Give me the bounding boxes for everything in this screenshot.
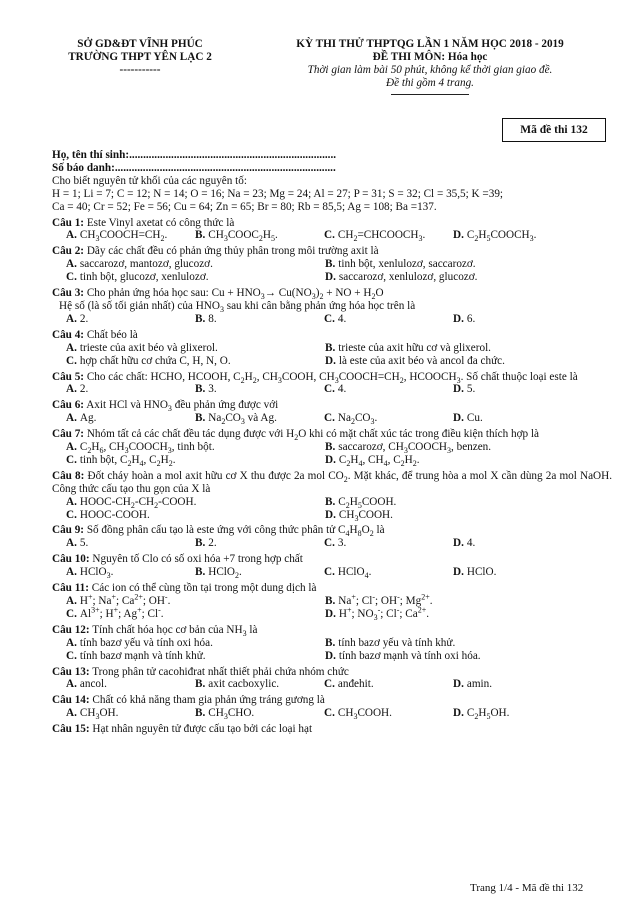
answer-option xyxy=(324,707,453,720)
question-text: Dãy các chất đều có phản ứng thủy phân trong môi trường axit là xyxy=(84,245,379,258)
option-text: anđehit. xyxy=(337,678,374,691)
question-9 xyxy=(52,524,612,550)
answer-options xyxy=(52,441,612,467)
question-8 xyxy=(52,470,612,522)
answer-option xyxy=(66,313,195,326)
option-text: $CH_3COOH$. xyxy=(337,707,392,722)
student-name-label: Họ, tên thí sinh: xyxy=(52,149,130,161)
option-text: ancol. xyxy=(79,678,107,691)
option-text: HClO$_4$. xyxy=(337,566,372,581)
atomic-mass-line-1: H = 1; Li = 7; C = 12; N = 14; O = 16; Na = 23; Mg = 24; Al = 27; P = 31; S = 32; Cl = 35,5; K =39; xyxy=(52,187,504,200)
option-text: HOOC-$CH_2-CH_2$-COOH. xyxy=(79,495,197,510)
option-text: 2. xyxy=(208,537,217,550)
exam-duration: Thời gian làm bài 50 phút, không kể thời gian giao đề. xyxy=(307,64,553,76)
option-text: 4. xyxy=(466,537,476,550)
option-text: H+; $NO_3^-$; Cl-; $Ca^{2+}$. xyxy=(338,605,430,623)
answer-option xyxy=(325,271,584,284)
question-12 xyxy=(52,624,612,663)
question-stem xyxy=(52,217,612,230)
question-label: Câu 7: xyxy=(52,428,85,441)
option-text: HClO$_2$. xyxy=(208,566,242,581)
answer-option xyxy=(325,650,584,663)
question-list xyxy=(52,217,612,737)
option-text: tính bazơ mạnh và tính khử. xyxy=(79,649,206,662)
option-letter: B. xyxy=(195,312,206,325)
question-text: Tính chất hóa học cơ bản của $NH_3$ là xyxy=(89,623,258,639)
option-letter: B. xyxy=(195,678,206,691)
answer-option xyxy=(195,566,324,579)
option-letter: A. xyxy=(66,707,77,720)
option-text: axit cacboxylic. xyxy=(208,678,280,691)
question-stem xyxy=(52,553,612,566)
question-5 xyxy=(52,371,612,397)
option-letter: D. xyxy=(453,707,464,720)
option-text: 5. xyxy=(79,537,89,550)
answer-option xyxy=(66,258,325,271)
answer-options xyxy=(52,637,612,663)
option-letter: C. xyxy=(324,537,335,550)
option-text: tinh bột, $C_2H_4$, $C_2H_2$. xyxy=(79,453,176,469)
student-name-line xyxy=(52,149,612,162)
answer-option xyxy=(325,592,584,608)
answer-option xyxy=(453,678,582,691)
question-stem xyxy=(52,371,612,384)
option-text: trieste của axit hữu cơ và glixerol. xyxy=(338,341,491,354)
option-letter: D. xyxy=(453,312,464,325)
answer-option xyxy=(325,496,584,509)
page-footer: Trang 1/4 - Mã đề thi 132 xyxy=(470,882,584,894)
question-label: Câu 1: xyxy=(52,216,85,229)
answer-option xyxy=(66,441,325,454)
question-stem xyxy=(52,470,612,496)
student-name-field: .......................................................................... xyxy=(129,149,337,161)
answer-option xyxy=(325,509,584,522)
answer-option xyxy=(195,678,324,691)
answer-options xyxy=(52,313,612,326)
answer-option xyxy=(66,650,325,663)
option-letter: B. xyxy=(195,707,206,720)
question-stem xyxy=(52,428,612,441)
answer-options xyxy=(52,707,612,720)
option-letter: A. xyxy=(66,441,77,454)
answer-option xyxy=(66,355,325,368)
option-text: 6. xyxy=(466,312,476,325)
question-label: Câu 3: xyxy=(52,287,85,300)
exam-title: KỲ THI THỬ THPTQG LẦN 1 NĂM HỌC 2018 - 2019 xyxy=(296,38,564,50)
answer-option xyxy=(453,412,582,425)
option-letter: A. xyxy=(66,341,77,354)
option-letter: C. xyxy=(66,354,77,367)
answer-options xyxy=(52,592,612,623)
option-text: $CH_3COOC_2H_5$. xyxy=(208,229,278,244)
answer-options xyxy=(52,258,612,284)
question-1 xyxy=(52,217,612,243)
option-text: $C_2H_5COOCH_3$. xyxy=(466,229,537,244)
option-letter: A. xyxy=(66,383,77,396)
answer-option xyxy=(66,707,195,720)
question-2 xyxy=(52,245,612,284)
question-14 xyxy=(52,694,612,720)
question-label: Câu 11: xyxy=(52,582,89,595)
question-11 xyxy=(52,582,612,621)
question-13 xyxy=(52,666,612,692)
question-label: Câu 13: xyxy=(52,665,90,678)
option-text: saccarozơ, $CH_3COOCH_3$, benzen. xyxy=(338,441,492,456)
option-text: Ag. xyxy=(79,412,97,425)
option-letter: B. xyxy=(195,412,206,425)
option-letter: D. xyxy=(325,508,336,521)
option-text: HClO. xyxy=(466,566,497,579)
option-text: HClO$_3$. xyxy=(79,566,114,581)
option-text: $C_2H_5COOH$. xyxy=(338,495,397,510)
answer-option xyxy=(325,355,584,368)
option-letter: D. xyxy=(453,537,464,550)
answer-options xyxy=(52,566,612,579)
question-stem xyxy=(52,723,612,736)
option-letter: D. xyxy=(325,649,336,662)
answer-option xyxy=(325,441,584,454)
option-letter: C. xyxy=(324,412,335,425)
answer-option xyxy=(325,605,584,623)
department-name: SỞ GD&ĐT VĨNH PHÚC xyxy=(77,38,203,50)
question-text: Cho phản ứng hóa học sau: $Cu + HNO_3\to Cu(NO_3)_2$ + NO + $H_2O$ xyxy=(84,287,384,302)
option-letter: C. xyxy=(324,678,335,691)
option-letter: A. xyxy=(66,566,77,579)
option-text: HOOC-COOH. xyxy=(79,508,150,521)
question-7 xyxy=(52,428,612,467)
option-letter: D. xyxy=(453,383,464,396)
answer-option xyxy=(195,537,324,550)
exam-header xyxy=(250,38,610,95)
question-text: Este Vinyl axetat có công thức là xyxy=(84,216,235,229)
question-stem xyxy=(52,694,612,707)
answer-option xyxy=(324,566,453,579)
option-letter: D. xyxy=(453,678,464,691)
answer-option xyxy=(453,383,582,396)
question-label: Câu 15: xyxy=(52,723,90,736)
option-text: $C_2H_5OH$. xyxy=(466,707,510,722)
student-number-line xyxy=(52,162,612,175)
school-name: TRƯỜNG THPT YÊN LẠC 2 xyxy=(68,51,212,63)
option-letter: C. xyxy=(66,607,77,620)
answer-option xyxy=(66,592,325,608)
question-stem xyxy=(52,245,612,258)
option-letter: C. xyxy=(324,383,335,396)
atomic-mass-intro: Cho biết nguyên tử khối của các nguyên tố: xyxy=(52,174,247,187)
option-text: 3. xyxy=(208,383,217,396)
answer-option xyxy=(66,454,325,467)
option-text: $Na_2CO_3$. xyxy=(337,412,378,427)
option-letter: B. xyxy=(325,595,336,607)
option-letter: B. xyxy=(325,495,336,508)
answer-option xyxy=(325,637,584,650)
question-text: Cho các chất: HCHO, HCOOH, $C_2H_2$, $CH_3COOH$, $CH_3COOCH=CH_2$, $HCOOCH_3$. Số chất thuộc loại este là xyxy=(84,370,578,385)
answer-option xyxy=(66,678,195,691)
question-subtext: Hệ số (là số tối giản nhất) của $HNO_3$ sau khi cân bằng phản ứng hóa học trên là xyxy=(59,299,416,315)
option-text: 2. xyxy=(79,312,89,325)
option-letter: B. xyxy=(195,537,206,550)
question-text: Chất béo là xyxy=(84,328,138,341)
option-text: tinh bột, glucozơ, xenlulozơ. xyxy=(79,271,209,284)
option-letter: B. xyxy=(325,636,336,649)
question-stem xyxy=(52,524,612,537)
option-letter: A. xyxy=(66,312,77,325)
question-10 xyxy=(52,553,612,579)
question-text: Nguyên tố Clo có số oxi hóa +7 trong hợp chất xyxy=(89,553,303,566)
answer-option xyxy=(195,313,324,326)
answer-option xyxy=(66,271,325,284)
option-text: amin. xyxy=(466,678,493,691)
option-letter: D. xyxy=(325,607,336,620)
answer-option xyxy=(66,537,195,550)
option-text: $C_2H_4$, $CH_4$, $C_2H_2$. xyxy=(338,453,420,469)
question-stem xyxy=(52,666,612,679)
answer-option xyxy=(325,258,584,271)
answer-options xyxy=(52,229,612,242)
option-letter: A. xyxy=(66,412,77,425)
option-text: $C_2H_6$, $CH_3COOCH_3$, tinh bột. xyxy=(79,441,215,456)
answer-option xyxy=(324,412,453,425)
exam-code-box: Mã đề thi 132 xyxy=(502,118,606,142)
option-letter: C. xyxy=(324,566,335,579)
option-text: 2. xyxy=(79,383,89,396)
option-text: hợp chất hữu cơ chứa C, H, N, O. xyxy=(79,354,231,367)
answer-option xyxy=(453,707,582,720)
question-text: Axit HCl và $HNO_3$ đều phản ứng được với xyxy=(84,399,279,414)
option-text: tính bazơ yếu và tính oxi hóa. xyxy=(79,636,213,649)
answer-option xyxy=(453,566,582,579)
option-letter: D. xyxy=(453,229,464,242)
option-letter: D. xyxy=(453,566,464,579)
answer-option xyxy=(324,229,453,242)
answer-options xyxy=(52,383,612,396)
option-text: 3. xyxy=(337,537,347,550)
question-15 xyxy=(52,723,612,736)
school-header xyxy=(40,38,240,77)
option-text: 4. xyxy=(337,383,347,396)
option-letter: C. xyxy=(324,707,335,720)
answer-options xyxy=(52,342,612,368)
answer-option xyxy=(66,342,325,355)
question-stem xyxy=(52,624,612,637)
option-letter: A. xyxy=(66,595,77,607)
answer-option xyxy=(453,537,582,550)
answer-option xyxy=(66,412,195,425)
answer-option xyxy=(195,412,324,425)
answer-option xyxy=(453,229,582,242)
option-letter: A. xyxy=(66,495,77,508)
atomic-mass-line-2: Ca = 40; Cr = 52; Fe = 56; Cu = 64; Zn = 65; Br = 80; Rb = 85,5; Ag = 108; Ba =137. xyxy=(52,200,437,213)
option-text: $CH_3OH$. xyxy=(79,707,119,722)
question-3 xyxy=(52,287,612,326)
option-text: H+; Na+; $Ca^{2+}$; OH-. xyxy=(79,592,171,607)
answer-option xyxy=(66,383,195,396)
option-text: $CH_3CHO$. xyxy=(208,707,255,722)
option-text: Na+; Cl-; OH-; $Mg^{2+}$. xyxy=(338,592,433,607)
answer-options xyxy=(52,537,612,550)
question-stem xyxy=(52,399,612,412)
option-letter: C. xyxy=(324,229,335,242)
answer-option xyxy=(66,605,325,621)
option-letter: B. xyxy=(195,229,206,242)
question-stem xyxy=(52,287,612,300)
option-letter: D. xyxy=(325,354,336,367)
answer-option xyxy=(324,537,453,550)
question-4 xyxy=(52,329,612,368)
answer-option xyxy=(324,313,453,326)
question-text: Các ion có thể cùng tồn tại trong một dung dịch là xyxy=(89,582,317,595)
option-letter: D. xyxy=(325,271,336,284)
exam-content xyxy=(52,149,612,736)
answer-options xyxy=(52,496,612,522)
answer-option xyxy=(325,454,584,467)
option-text: $CH_2=CHCOOCH_3$. xyxy=(337,229,426,244)
option-letter: C. xyxy=(324,312,335,325)
question-6 xyxy=(52,399,612,425)
answer-option xyxy=(66,496,325,509)
exam-pages-note: Đề thi gồm 4 trang. xyxy=(386,77,474,89)
option-letter: B. xyxy=(325,258,336,271)
question-text: Trong phân tử cacohiđrat nhất thiết phải chứa nhóm chức xyxy=(89,665,349,678)
option-letter: A. xyxy=(66,537,77,550)
answer-option xyxy=(325,342,584,355)
answer-options xyxy=(52,412,612,425)
question-label: Câu 6: xyxy=(52,399,85,412)
option-text: 5. xyxy=(466,383,476,396)
option-letter: B. xyxy=(325,441,336,454)
answer-option xyxy=(324,383,453,396)
question-label: Câu 8: xyxy=(52,469,85,482)
option-letter: A. xyxy=(66,229,77,242)
question-label: Câu 4: xyxy=(52,328,85,341)
answer-option xyxy=(195,229,324,242)
answer-option xyxy=(453,313,582,326)
student-number-field: ............................................................................... xyxy=(114,161,336,174)
option-letter: C. xyxy=(66,649,77,662)
question-label: Câu 10: xyxy=(52,553,90,566)
option-text: tính bazơ mạnh và tính oxi hóa. xyxy=(338,649,481,662)
student-number-label: Số báo danh: xyxy=(52,161,115,174)
option-text: $CH_3COOCH=CH_2$. xyxy=(79,229,168,244)
question-text: Số đồng phân cấu tạo là este ứng với công thức phân tử $C_4H_8O_2$ là xyxy=(84,524,385,539)
question-text: Hạt nhân nguyên tử được cấu tạo bởi các loại hạt xyxy=(89,723,313,736)
option-text: $Na_2CO_3$ và Ag. xyxy=(208,412,277,427)
question-stem xyxy=(52,329,612,342)
answer-option xyxy=(66,566,195,579)
option-letter: C. xyxy=(66,271,77,284)
option-text: 4. xyxy=(337,312,347,325)
option-letter: D. xyxy=(325,453,336,466)
option-letter: A. xyxy=(66,636,77,649)
question-label: Câu 9: xyxy=(52,524,85,537)
option-text: $CH_3COOH$. xyxy=(338,508,393,523)
question-label: Câu 12: xyxy=(52,623,90,636)
option-letter: B. xyxy=(195,383,206,396)
option-text: $Al^{3+}$; H+; Ag+; Cl-. xyxy=(79,605,164,620)
option-text: tính bazơ yếu và tính khử. xyxy=(338,636,456,649)
question-label: Câu 14: xyxy=(52,694,90,707)
question-label: Câu 2: xyxy=(52,245,85,258)
option-text: saccarozơ, mantozơ, glucozơ. xyxy=(79,258,213,271)
question-text: Nhóm tất cả các chất đều tác dụng được với $H_2O$ khi có mặt chất xúc tác trong điều kiện thích hợp là xyxy=(84,428,539,443)
option-letter: B. xyxy=(325,341,336,354)
option-letter: D. xyxy=(453,412,464,425)
option-text: 8. xyxy=(208,312,217,325)
question-label: Câu 5: xyxy=(52,370,85,383)
option-text: Cu. xyxy=(466,412,483,425)
header-dashes: ----------- xyxy=(119,64,161,76)
option-letter: B. xyxy=(195,566,206,579)
question-text: Đốt cháy hoàn a mol axit hữu cơ X thu được 2a mol $CO_2$. Mặt khác, để trung hòa a mol X cần dùng 2a mol NaOH. Công thức cấu tạo thu gọn của X là xyxy=(52,469,612,495)
option-letter: A. xyxy=(66,258,77,271)
answer-option xyxy=(324,678,453,691)
option-letter: C. xyxy=(66,453,77,466)
answer-option xyxy=(66,229,195,242)
answer-options xyxy=(52,678,612,691)
answer-option xyxy=(195,383,324,396)
answer-option xyxy=(66,637,325,650)
option-text: tinh bột, xenlulozơ, saccarozơ. xyxy=(338,258,476,271)
header-divider xyxy=(391,94,469,95)
option-text: là este của axit béo và ancol đa chức. xyxy=(338,354,505,367)
option-text: saccarozơ, xenlulozơ, glucozơ. xyxy=(338,271,478,284)
option-letter: A. xyxy=(66,678,77,691)
question-text: Chất có khả năng tham gia phản ứng tráng gương là xyxy=(89,694,325,707)
answer-option xyxy=(66,509,325,522)
option-text: trieste của axit béo và glixerol. xyxy=(79,341,218,354)
exam-subject: ĐỀ THI MÔN: Hóa học xyxy=(372,51,488,63)
answer-option xyxy=(195,707,324,720)
option-letter: C. xyxy=(66,508,77,521)
